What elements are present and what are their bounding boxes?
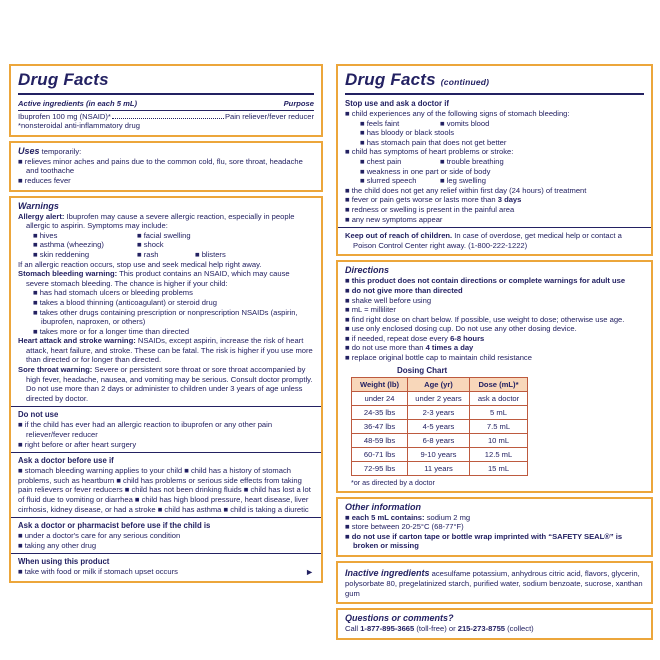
- directions-item: ■ this product does not contain directions or complete warnings for adult use: [345, 276, 626, 286]
- symptom-item: ■ shock: [137, 240, 164, 250]
- uses-heading: Uses: [18, 145, 40, 156]
- phone-line-text: (collect): [505, 624, 534, 634]
- table-row: [352, 419, 528, 433]
- age-cell: 11 years: [408, 461, 470, 475]
- table-row: [352, 391, 528, 405]
- questions-phone-line: [345, 624, 644, 634]
- weight-cell: 72-95 lbs: [352, 461, 408, 475]
- stop-use-item: ■ any new symptoms appear: [345, 214, 443, 224]
- uses-item: ■ reduces fever: [18, 175, 71, 185]
- inactive-ingredients-box: [336, 561, 653, 604]
- symptom-item: ■ facial swelling: [137, 230, 191, 240]
- directions-item: [345, 334, 644, 344]
- age-cell: 9-10 years: [408, 447, 470, 461]
- stop-use-subitem-row: [360, 176, 644, 186]
- uses-heading-suffix: temporarily:: [39, 146, 82, 156]
- directions-box: [336, 260, 653, 492]
- active-ingredients-heading: Active ingredients (in each 5 mL): [18, 99, 137, 108]
- age-cell: 2-3 years: [408, 405, 470, 419]
- inactive-ingredients: [345, 568, 644, 598]
- inactive-ingredients-text: acesulfame potassium, anhydrous citric acid, flavors, glycerin, polysorbate 80, pregelatinized starch, purified water, sodium benzoate, sucrose, xanthan gum: [345, 569, 643, 598]
- heart-attack-warning: [18, 336, 314, 365]
- symptom-item: ■ asthma (wheezing): [33, 240, 104, 250]
- active-ingredients-header-row: [18, 99, 314, 111]
- stop-use-heading: Stop use and ask a doctor if: [345, 99, 449, 108]
- do-not-use-heading: Do not use: [18, 410, 59, 420]
- ask-doctor-text: ■ stomach bleeding warning applies to your child ■ child has a history of stomach problems, such as heartburn ■ child has problems or serious side effects from taking pain relievers or fever reducers ■ child has not been drinking fluids ■ child has lost a lot of fluid due to vomiting or diarrhea ■ child has high blood pressure, heart disease, liver cirrhosis, kidney disease, or had a stroke ■ child has asthma ■ child is taking a diuretic: [18, 466, 311, 514]
- stomach-item: ■ takes other drugs containing prescription or nonprescription NSAIDs (aspirin, ibuprofen, naproxen, or others): [33, 307, 298, 327]
- stomach-bleeding-label: Stomach bleeding warning:: [18, 269, 118, 279]
- weight-cell: 48-59 lbs: [352, 433, 408, 447]
- directions-item-text: ■ if needed, repeat dose every: [345, 333, 451, 343]
- do-not-use-item: ■ if the child has ever had an allergic reaction to ibuprofen or any other pain reliever/fever reducer: [18, 420, 273, 440]
- stop-use-subitem-row: [360, 119, 644, 129]
- stop-use-subitem: ■ feels faint: [360, 118, 400, 128]
- stop-use-subitem: ■ trouble breathing: [440, 156, 504, 166]
- section-divider: [11, 553, 321, 554]
- heart-attack-label: Heart attack and stroke warning:: [18, 336, 136, 346]
- directions-item: ■ do not give more than directed: [345, 285, 463, 295]
- dosing-chart-table: [351, 377, 528, 476]
- uses-header-line: [18, 146, 314, 157]
- ask-pharmacist-heading: Ask a doctor or pharmacist before use if the child is: [18, 521, 211, 531]
- ingredient-purpose: Pain reliever/fever reducer: [224, 111, 314, 121]
- left-panel: [9, 64, 323, 587]
- weight-cell: under 24: [352, 391, 408, 405]
- active-ingredients-box: [9, 64, 323, 137]
- uses-item: ■ relieves minor aches and pains due to the common cold, flu, sore throat, headache and toothache: [18, 156, 303, 176]
- ask-pharmacist-item: ■ under a doctor's care for any serious condition: [18, 531, 181, 541]
- section-divider: [338, 227, 651, 228]
- when-using-row: [18, 567, 314, 577]
- stop-use-subitem: ■ weakness in one part or side of body: [360, 166, 491, 176]
- stop-use-subitem: ■ chest pain: [360, 156, 402, 166]
- phone-line-text: (toll-free) or: [414, 624, 458, 634]
- inactive-ingredients-heading: Inactive ingredients: [345, 568, 430, 579]
- collect-number: 215-273-8755: [457, 624, 506, 634]
- ingredient-name: Ibuprofen 100 mg (NSAID)*: [18, 111, 111, 121]
- other-info-item: [345, 513, 644, 523]
- keep-out-text: In case of overdose, get medical help or contact a Poison Control Center right away. (1-800-222-1222): [353, 231, 622, 250]
- ask-pharmacist-item: ■ taking any other drug: [18, 540, 97, 550]
- stop-use-subitem: ■ leg swelling: [440, 176, 486, 186]
- dotted-leader: [112, 118, 224, 119]
- drug-facts-continued-title: [345, 69, 644, 95]
- ask-doctor-heading: Ask a doctor before use if: [18, 456, 114, 466]
- directions-item: ■ shake well before using: [345, 295, 432, 305]
- weight-cell: 24-35 lbs: [352, 405, 408, 419]
- stop-use-item-text: ■ fever or pain gets worse or lasts more than: [345, 195, 498, 205]
- purpose-heading: Purpose: [283, 99, 314, 108]
- table-row: [352, 461, 528, 475]
- symptom-row: [33, 231, 314, 241]
- directions-heading: Directions: [345, 265, 390, 276]
- symptom-item: ■ blisters: [195, 249, 226, 259]
- directions-item-text: ■ do not use more than: [345, 343, 426, 353]
- dosing-chart-header-row: [352, 377, 528, 391]
- dose-cell: 12.5 mL: [470, 447, 528, 461]
- heart-attack-text: NSAIDs, except aspirin, increase the risk of heart attack, heart failure, and stroke. These can be fatal. The risk is higher if you use more than directed or for longer than directed.: [26, 336, 313, 365]
- other-info-label: ■ each 5 mL contains:: [345, 512, 425, 522]
- weight-cell: 36-47 lbs: [352, 419, 408, 433]
- column-header: Age (yr): [408, 377, 470, 391]
- dose-cell: 15 mL: [470, 461, 528, 475]
- table-row: [352, 447, 528, 461]
- directions-item: [345, 343, 644, 353]
- other-info-text: sodium 2 mg: [424, 512, 471, 522]
- drug-facts-title: Drug Facts: [18, 69, 314, 95]
- uses-box: [9, 141, 323, 192]
- directions-item: ■ use only enclosed dosing cup. Do not use any other dosing device.: [345, 324, 577, 334]
- other-info-item: ■ do not use if carton tape or bottle wrap imprinted with “SAFETY SEAL®” is broken or missing: [345, 531, 623, 551]
- table-row: [352, 433, 528, 447]
- symptom-item: ■ hives: [33, 230, 58, 240]
- stop-use-item: ■ child has symptoms of heart problems or stroke:: [345, 147, 514, 157]
- do-not-use-item: ■ right before or after heart surgery: [18, 439, 137, 449]
- symptom-row: [33, 250, 314, 260]
- stop-use-item: ■ the child does not get any relief within first day (24 hours) of treatment: [345, 185, 587, 195]
- drug-facts-title-text: Drug Facts: [345, 70, 436, 89]
- stop-use-box: [336, 64, 653, 256]
- right-arrow-icon: ►: [305, 566, 314, 577]
- dose-cell: 10 mL: [470, 433, 528, 447]
- stomach-item: ■ takes a blood thinning (anticoagulant) or steroid drug: [33, 297, 217, 307]
- keep-out-label: Keep out of reach of children.: [345, 231, 453, 241]
- keep-out-of-reach: [345, 231, 644, 250]
- stomach-item: ■ has had stomach ulcers or bleeding problems: [33, 288, 193, 298]
- allergy-alert-label: Allergy alert:: [18, 211, 65, 221]
- dose-cell: 5 mL: [470, 405, 528, 419]
- dose-cell: 7.5 mL: [470, 419, 528, 433]
- section-divider: [11, 452, 321, 453]
- other-information-heading: Other information: [345, 501, 421, 512]
- questions-box: [336, 608, 653, 640]
- phone-line-text: Call: [345, 624, 361, 634]
- symptom-item: ■ skin reddening: [33, 249, 90, 259]
- continued-label: (continued): [440, 77, 490, 87]
- age-cell: 6-8 years: [408, 433, 470, 447]
- stop-use-item: ■ redness or swelling is present in the painful area: [345, 204, 515, 214]
- stop-use-item: ■ child experiences any of the following signs of stomach bleeding:: [345, 109, 570, 118]
- dose-cell: ask a doctor: [470, 391, 528, 405]
- age-cell: under 2 years: [408, 391, 470, 405]
- stop-use-item: [345, 195, 644, 205]
- stomach-bleeding-warning: [18, 269, 314, 288]
- stop-use-subitem: ■ slurred speech: [360, 176, 417, 186]
- column-header: Weight (lb): [352, 377, 408, 391]
- weight-cell: 60-71 lbs: [352, 447, 408, 461]
- directions-item: ■ replace original bottle cap to maintain child resistance: [345, 353, 532, 363]
- directions-item-bold: 6-8 hours: [450, 333, 485, 343]
- other-info-item: ■ store between 20-25°C (68-77°F): [345, 522, 464, 532]
- allergy-alert: [18, 212, 314, 231]
- sore-throat-warning: [18, 365, 314, 403]
- other-information-box: [336, 497, 653, 557]
- allergic-reaction-note: If an allergic reaction occurs, stop use and seek medical help right away.: [18, 259, 262, 269]
- symptom-item: ■ rash: [137, 249, 159, 259]
- dosing-chart-title: Dosing Chart: [397, 365, 448, 375]
- section-divider: [11, 406, 321, 407]
- warnings-box: [9, 196, 323, 583]
- table-row: [352, 405, 528, 419]
- nsaid-footnote: *nonsteroidal anti-inflammatory drug: [18, 121, 140, 131]
- sore-throat-text: Severe or persistent sore throat or sore throat accompanied by high fever, headache, nausea, and vomiting may be serious. Consult doctor promptly. Do not use more than 2 days or administer to children under 3 years of age unless directed by doctor.: [26, 365, 313, 403]
- directions-item-bold: 4 times a day: [425, 343, 474, 353]
- directions-item: ■ mL = milliliter: [345, 305, 396, 315]
- stop-use-item-bold: 3 days: [497, 195, 522, 205]
- stop-use-subitem: ■ vomits blood: [440, 118, 490, 128]
- sore-throat-label: Sore throat warning:: [18, 365, 93, 375]
- toll-free-number: 1-877-895-3665: [360, 624, 415, 634]
- stomach-item: ■ takes more or for a longer time than directed: [33, 326, 190, 336]
- directions-item: ■ find right dose on chart below. If possible, use weight to dose; otherwise use age.: [345, 314, 625, 324]
- column-header: Dose (mL)*: [470, 377, 528, 391]
- stomach-bleeding-text: This product contains an NSAID, which may cause severe stomach bleeding. The chance is higher if your child:: [26, 269, 290, 288]
- right-panel: [336, 64, 653, 644]
- allergy-alert-text: Ibuprofen may cause a severe allergic reaction, especially in people allergic to aspirin. Symptoms may include:: [26, 211, 295, 231]
- symptom-row: [33, 240, 314, 250]
- when-using-item: ■ take with food or milk if stomach upset occurs: [18, 567, 178, 577]
- warnings-heading: Warnings: [18, 200, 59, 211]
- stop-use-subitem-row: [360, 157, 644, 167]
- ingredient-row: [18, 112, 314, 122]
- stop-use-subitem: ■ has bloody or black stools: [360, 128, 455, 138]
- dosing-chart-footnote: *or as directed by a doctor: [351, 477, 435, 487]
- when-using-heading: When using this product: [18, 557, 110, 567]
- stop-use-subitem: ■ has stomach pain that does not get better: [360, 137, 507, 147]
- section-divider: [11, 517, 321, 518]
- questions-heading: Questions or comments?: [345, 613, 454, 624]
- age-cell: 4-5 years: [408, 419, 470, 433]
